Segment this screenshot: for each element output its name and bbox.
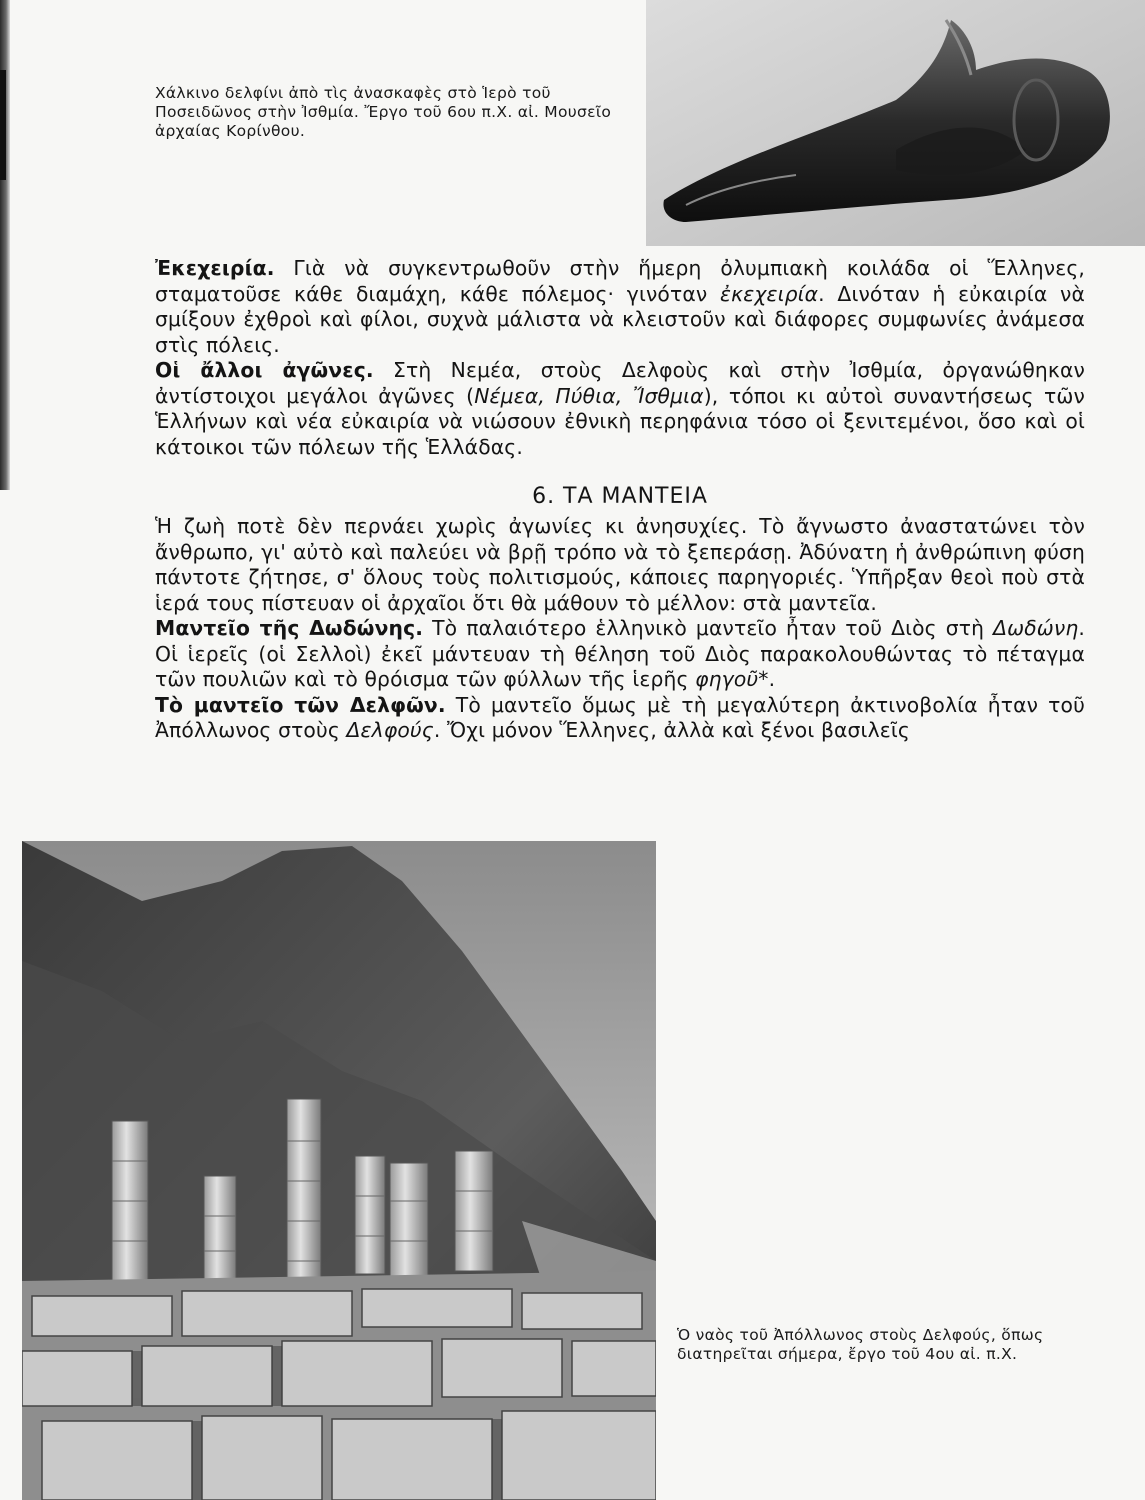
paragraph-ekecheiria <box>155 256 1085 358</box>
italic-term: Νέμεα, Πύθια, Ἴσθμια <box>474 383 704 408</box>
bronze-dolphin-photo <box>646 0 1145 246</box>
page-edge-shadow <box>0 70 6 180</box>
heading-ekecheiria: Ἐκεχειρία. <box>155 256 275 280</box>
italic-term: φηγοῦ <box>695 667 759 691</box>
text-block-olympic <box>155 256 1085 460</box>
paragraph-text: . Δινόταν ἡ εὐκαιρία νὰ σμίξουν ἐχθροὶ καὶ φίλοι, συχνὰ μάλιστα νὰ κλειστοῦν καὶ διάφορες συμφωνίες ἀνάμεσα στὶς πόλεις. <box>155 281 1085 357</box>
heading-dodoni: Μαντεῖο τῆς Δωδώνης. <box>155 616 424 640</box>
heading-delfoi: Τὸ μαντεῖο τῶν Δελφῶν. <box>155 692 446 717</box>
dolphin-caption: Χάλκινο δελφίνι ἀπὸ τὶς ἀνασκαφὲς στὸ Ἱερὸ τοῦ Ποσειδῶνος στὴν Ἰσθμία. Ἔργο τοῦ 6ου π.Χ. αἰ. Μουσεῖο ἀρχαίας Κορίνθου. <box>155 84 612 140</box>
paragraph-intro: Ἡ ζωὴ ποτὲ δὲν περνάει χωρὶς ἀγωνίες κι ἀνησυχίες. Τὸ ἄγνωστο ἀναστατώνει τὸν ἄνθρωπο, γι' αὐτὸ καὶ παλεύει νὰ βρῇ τρόπο νὰ τὸ ξεπεράσῃ. Ἀδύνατη ἡ ἀνθρώπινη φύση πάντοτε ζήτησε, σ' ὅλους τοὺς πολιτισμούς, κάποιες παρηγοριές. Ὑπῆρξαν θεοὶ ποὺ στὰ ἱερά τους πίστευαν οἱ ἀρχαῖοι ὅτι θὰ μάθουν τὸ μέλλον: στὰ μαντεῖα. <box>155 514 1085 615</box>
paragraph-text: Τὸ μαντεῖο ὅμως μὲ τὴ μεγαλύτερη ἀκτινοβολία ἦταν τοῦ Ἀπόλλωνος στοὺς <box>155 692 1085 742</box>
paragraph-text: Στὴ Νεμέα, στοὺς Δελφοὺς καὶ στὴν Ἰσθμία, ὀργανώθηκαν ἀντίστοιχοι μεγάλοι ἀγῶνες ( <box>155 358 1086 408</box>
temple-of-apollo-photo <box>22 841 656 1500</box>
paragraph-text: . Ὄχι μόνον Ἕλληνες, ἀλλὰ καὶ ξένοι βασιλεῖς <box>433 718 910 742</box>
section-title: 6. ΤΑ ΜΑΝΤΕΙΑ <box>532 484 708 509</box>
paragraph-text: *. <box>758 667 776 691</box>
paragraph-text: . Οἱ ἱερεῖς (οἱ Σελλοὶ) ἐκεῖ μάντευαν τὴ θέληση τοῦ Διὸς παρακολουθώντας τὸ πέταγμα τῶν πουλιῶν καὶ τὸ θρόισμα τῶν φύλλων τῆς ἱερῆς <box>155 616 1086 691</box>
paragraph-delfoi <box>155 693 1085 744</box>
paragraph-text: Τὸ παλαιότερο ἑλληνικὸ μαντεῖο ἦταν τοῦ Διὸς στὴ <box>423 616 994 640</box>
text-block-oracles <box>155 514 1085 744</box>
paragraph-other-games <box>155 358 1085 460</box>
paragraph-text: ), τόποι κι αὐτοὶ συναντήσεως τῶν Ἑλλήνων καὶ νέα εὐκαιρία νὰ νιώσουν ἐθνικὴ περηφάνια τόσο οἱ ξενιτεμένοι, ὅσο καὶ οἱ κάτοικοι τῶν πόλεων τῆς Ἑλλάδας. <box>155 383 1085 459</box>
temple-caption: Ὁ ναὸς τοῦ Ἀπόλλωνος στοὺς Δελφούς, ὅπως διατηρεῖται σήμερα, ἔργο τοῦ 4ου αἰ. π.Χ. <box>677 1326 1044 1363</box>
italic-term: Δελφούς <box>346 718 434 742</box>
italic-term: Δωδώνη <box>993 616 1079 640</box>
italic-term: ἐκεχειρία <box>720 281 819 306</box>
heading-other-games: Οἱ ἄλλοι ἀγῶνες. <box>155 358 374 382</box>
paragraph-text: Γιὰ νὰ συγκεντρωθοῦν στὴν ἥμερη ὀλυμπιακὴ κοιλάδα οἱ Ἕλληνες, σταματοῦσε κάθε διαμάχη, κάθε πόλεμος· γινόταν <box>155 256 1085 306</box>
paragraph-dodoni <box>155 616 1085 693</box>
